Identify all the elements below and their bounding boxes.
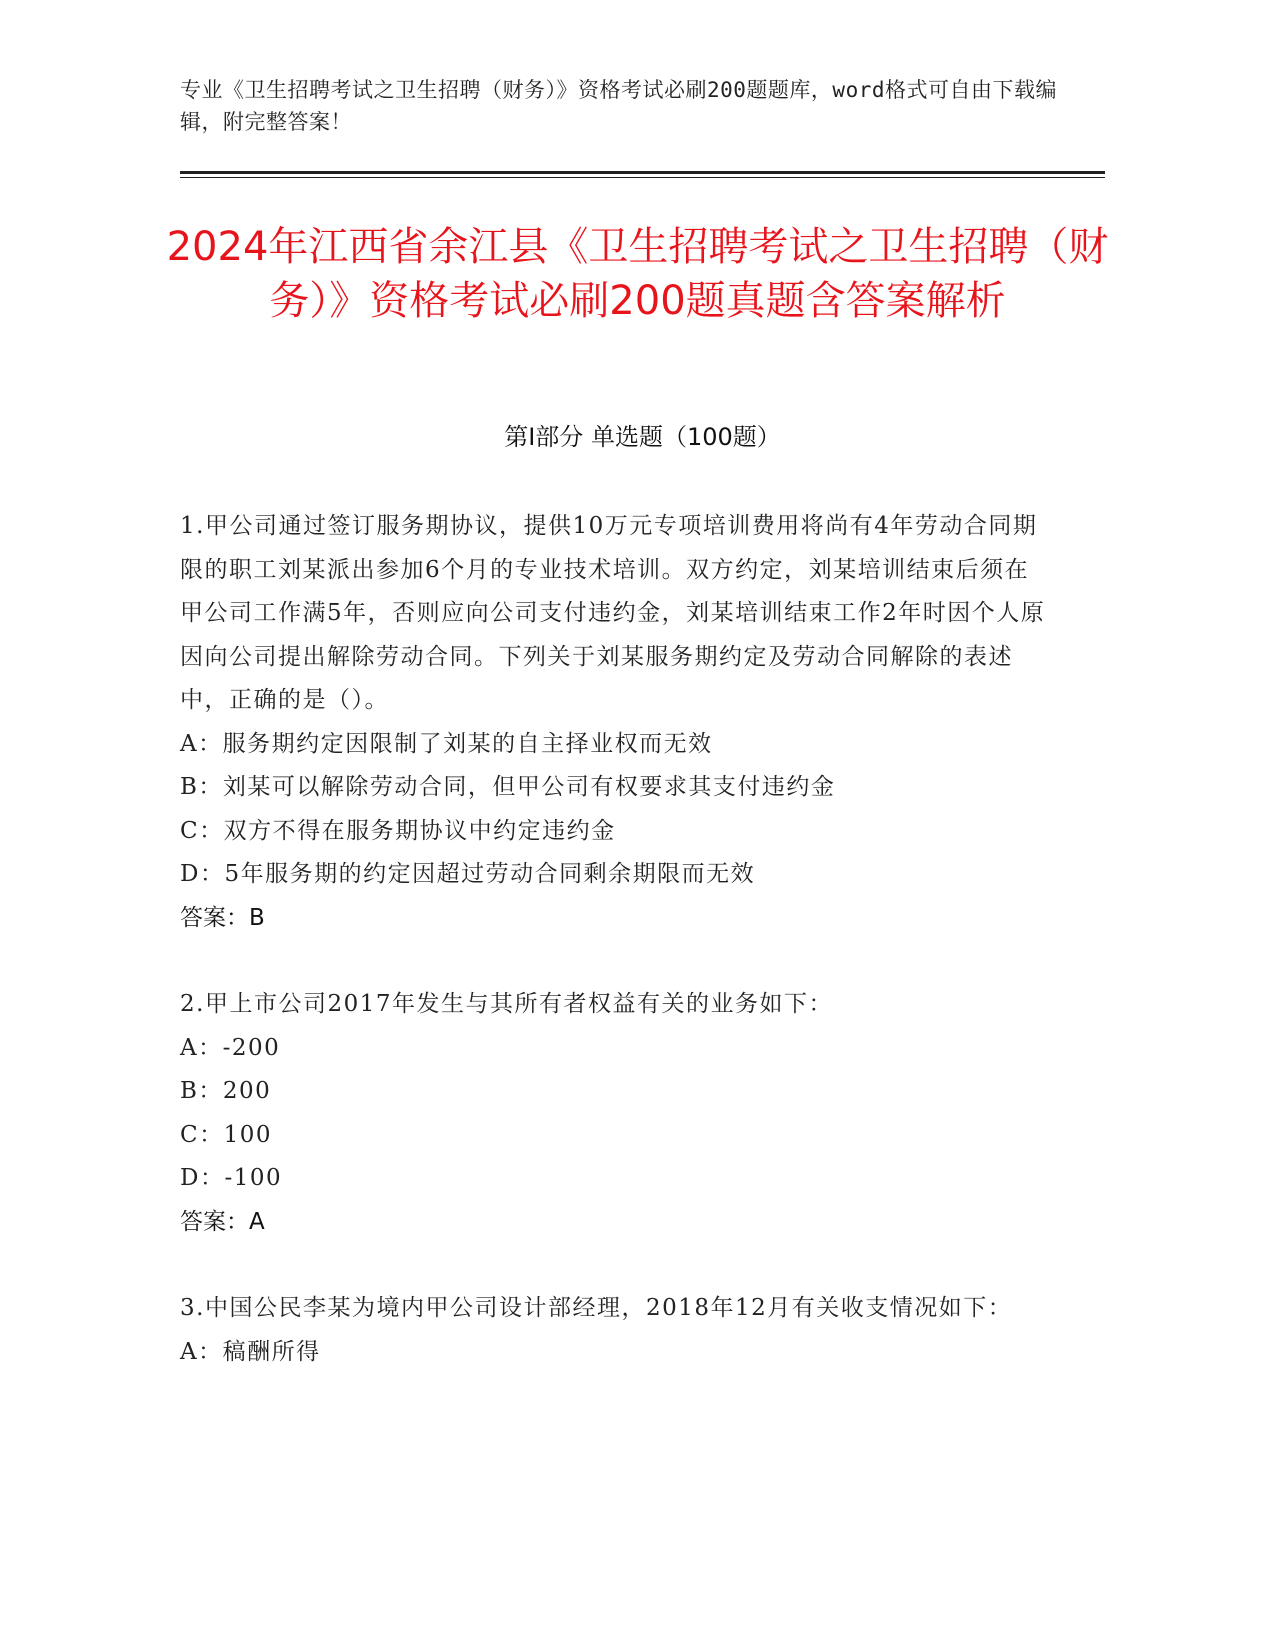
header-note: 专业《卫生招聘考试之卫生招聘（财务）》资格考试必刷200题题库，word格式可自由下载编辑，附完整答案！	[180, 78, 1057, 134]
option-a: A：服务期约定因限制了刘某的自主择业权而无效	[180, 730, 713, 757]
answer: 答案：A	[180, 1208, 265, 1235]
option-a: A：-200	[180, 1034, 281, 1061]
question-stem: 2.甲上市公司2017年发生与其所有者权益有关的业务如下：	[180, 991, 833, 1017]
header-divider-thin	[180, 177, 1105, 178]
option-d: D：5年服务期的约定因超过劳动合同剩余期限而无效	[180, 861, 756, 887]
option-b: B：200	[180, 1078, 272, 1104]
option-c: C：双方不得在服务期协议中约定违约金	[180, 817, 616, 844]
question-stem: 1.甲公司通过签订服务期协议，提供10万元专项培训费用将尚有4年劳动合同期限的职工刘某派出参加6个月的专业技术培训。双方约定，刘某培训结束后须在甲公司工作满5年，否则应向公司支付违约金，刘某培训结束工作2年时因个人原因向公司提出解除劳动合同。下列关于刘某服务期约定及劳动合同解除的表述中，正确的是（）。	[180, 513, 1046, 713]
question-stem: 3.中国公民李某为境内甲公司设计部经理，2018年12月有关收支情况如下：	[180, 1295, 1013, 1321]
question-1	[180, 505, 1050, 940]
question-2	[180, 983, 1050, 1244]
document-title: 2024年江西省余江县《卫生招聘考试之卫生招聘（财务）》资格考试必刷200题真题含答案解析	[166, 224, 1109, 324]
option-b: B：刘某可以解除劳动合同，但甲公司有权要求其支付违约金	[180, 774, 836, 800]
section-heading: 第Ⅰ部分 单选题（100题）	[504, 423, 781, 451]
answer: 答案：B	[180, 904, 265, 931]
question-3	[180, 1287, 1050, 1374]
option-c: C：100	[180, 1121, 272, 1148]
option-d: D：-100	[180, 1165, 283, 1191]
header-divider-thick	[180, 171, 1105, 174]
option-a: A：稿酬所得	[180, 1338, 321, 1365]
